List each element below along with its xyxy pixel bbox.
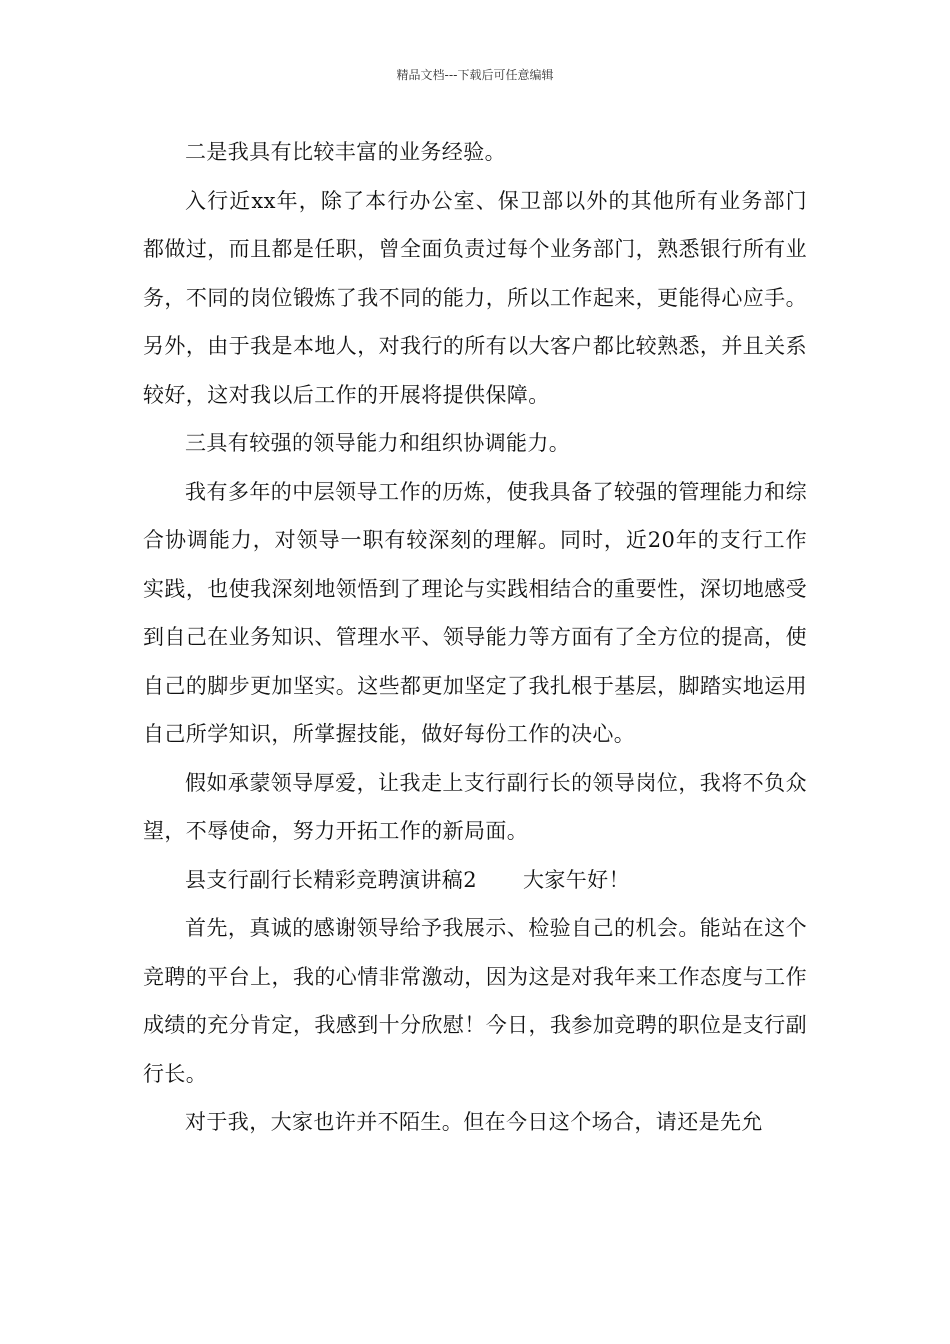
paragraph: 首先，真诚的感谢领导给予我展示、检验自己的机会。能站在这个竞聘的平台上，我的心情非常激动，因为这是对我年来工作态度与工作成绩的充分肯定，我感到十分欣慰！今日，我参加竞聘的职位是支行副行长。 [143,916,807,1086]
paragraph: 对于我，大家也许并不陌生。但在今日这个场合，请还是先允 [185,1110,763,1134]
paragraph: 入行近xx年，除了本行办公室、保卫部以外的其他所有业务部门都做过，而且都是任职，曾全面负责过每个业务部门，熟悉银行所有业务，不同的岗位锻炼了我不同的能力，所以工作起来，更能得心应手。另外，由于我是本地人，对我行的所有以大客户都比较熟悉，并且关系较好，这对我以后工作的开展将提供保障。 [143,188,807,407]
paragraph: 我有多年的中层领导工作的历炼，使我具备了较强的管理能力和综合协调能力，对领导一职有较深刻的理解。同时，近20年的支行工作实践，也使我深刻地领悟到了理论与实践相结合的重要性，深切地感受到自己在业务知识、管理水平、领导能力等方面有了全方位的提高，使自己的脚步更加坚实。这些都更加坚定了我扎根于基层，脚踏实地运用自己所学知识，所掌握技能，做好每份工作的决心。 [143,479,807,746]
page-header: 精品文档---下载后可任意编辑 [396,68,554,82]
paragraph: 二是我具有比较丰富的业务经验。 [185,140,506,164]
paragraph: 假如承蒙领导厚爱，让我走上支行副行长的领导岗位，我将不负众望，不辱使命，努力开拓工作的新局面。 [143,770,807,843]
greeting: 大家午好！ [522,867,630,892]
paragraph: 三具有较强的领导能力和组织协调能力。 [185,431,571,455]
section-title-line [143,856,807,905]
section-title: 县支行副行长精彩竞聘演讲稿2 [185,867,477,892]
document-body [143,128,807,1147]
